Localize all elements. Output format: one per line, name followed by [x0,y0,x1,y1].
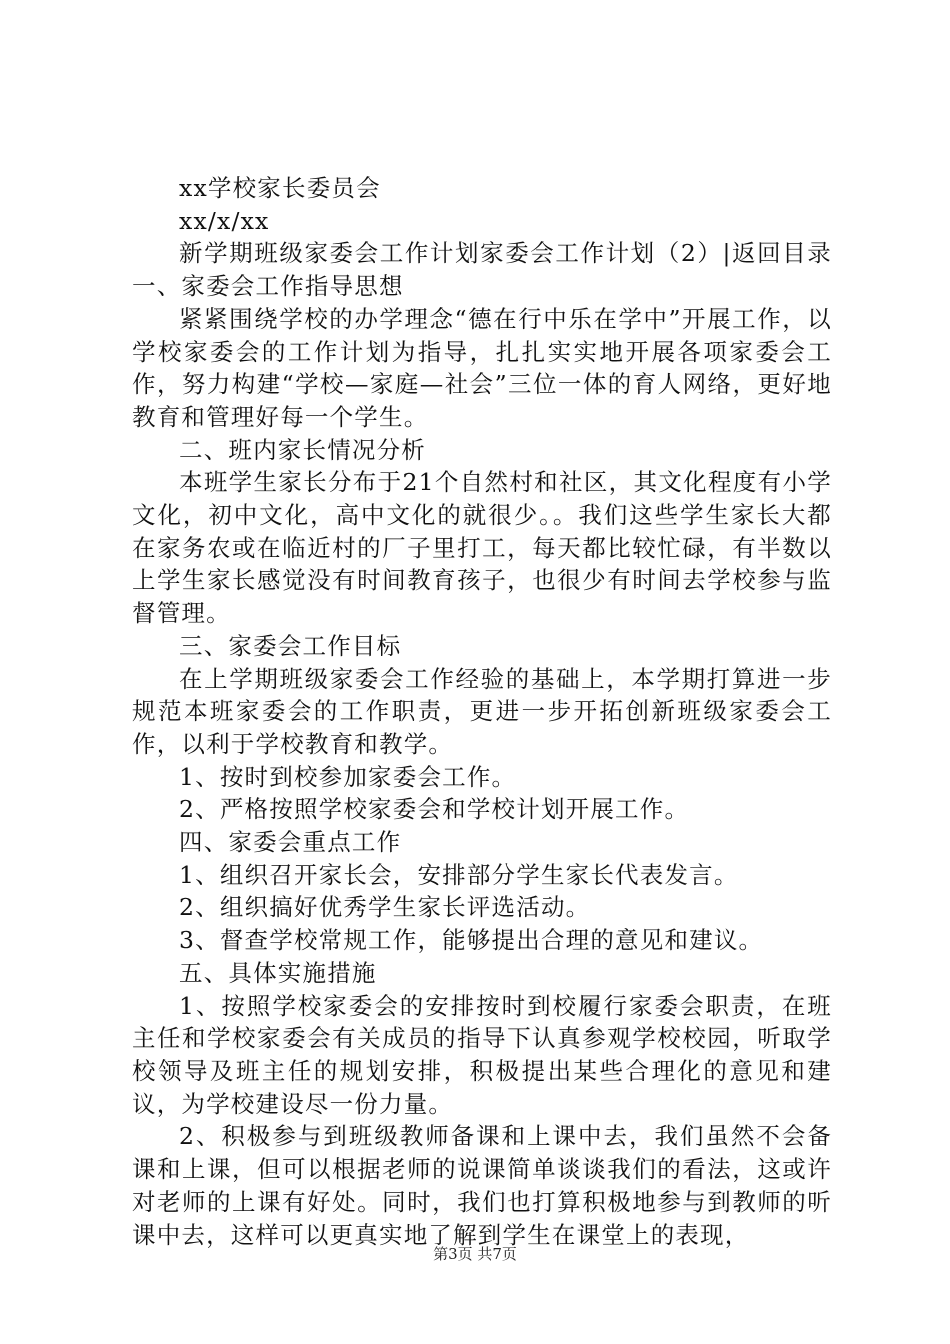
list-item: 2、组织搞好优秀学生家长评选活动。 [179,893,591,922]
signature-org: xx学校家长委员会 [179,174,381,202]
list-item: 1、组织召开家长会，安排部分学生家长代表发言。 [179,860,739,889]
body-paragraph: 在上学期班级家委会工作经验的基础上，本学期打算进一步规范本班家委会的工作职责，更进一步开拓创新班级家委会工作，以利于学校教育和教学。 [132,664,832,758]
section-heading: 新学期班级家委会工作计划家委会工作计划（2）|返回目录一、家委会工作指导思想 [132,239,832,301]
body-paragraph: 本班学生家长分布于21个自然村和社区，其文化程度有小学文化，初中文化，高中文化的就很少。。我们这些学生家长大都在家务农或在临近村的厂子里打工，每天都比较忙碌，有半数以上学生家长感觉没有时间教育孩子，也很少有时间去学校参与监督管理。 [132,468,832,628]
section-heading: 三、家委会工作目标 [179,631,402,660]
section-heading: 二、班内家长情况分析 [179,435,426,464]
body-paragraph: 紧紧围绕学校的办学理念“德在行中乐在学中”开展工作，以学校家委会的工作计划为指导，扎扎实实地开展各项家委会工作，努力构建“学校—家庭—社会”三位一体的育人网络，更好地教育和管理好每一个学生。 [132,304,832,431]
list-item: 2、严格按照学校家委会和学校计划开展工作。 [179,795,690,824]
list-item: 3、督查学校常规工作，能够提出合理的意见和建议。 [179,926,764,955]
signature-date: xx/x/xx [179,206,270,235]
list-item: 2、积极参与到班级教师备课和上课中去，我们虽然不会备课和上课，但可以根据老师的说课简单谈谈我们的看法，这或许对老师的上课有好处。同时，我们也打算积极地参与到教师的听课中去，这样可以更真实地了解到学生在课堂上的表现， [132,1122,832,1249]
section-heading: 五、具体实施措施 [179,958,377,987]
document-body [132,172,832,1251]
list-item: 1、按时到校参加家委会工作。 [179,762,517,791]
section-heading: 四、家委会重点工作 [179,828,402,857]
list-item: 1、按照学校家委会的安排按时到校履行家委会职责，在班主任和学校家委会有关成员的指导下认真参观学校校园，听取学校领导及班主任的规划安排，积极提出某些合理化的意见和建议，为学校建设尽一份力量。 [132,991,832,1118]
page-number: 第3页 共7页 [433,1245,517,1263]
